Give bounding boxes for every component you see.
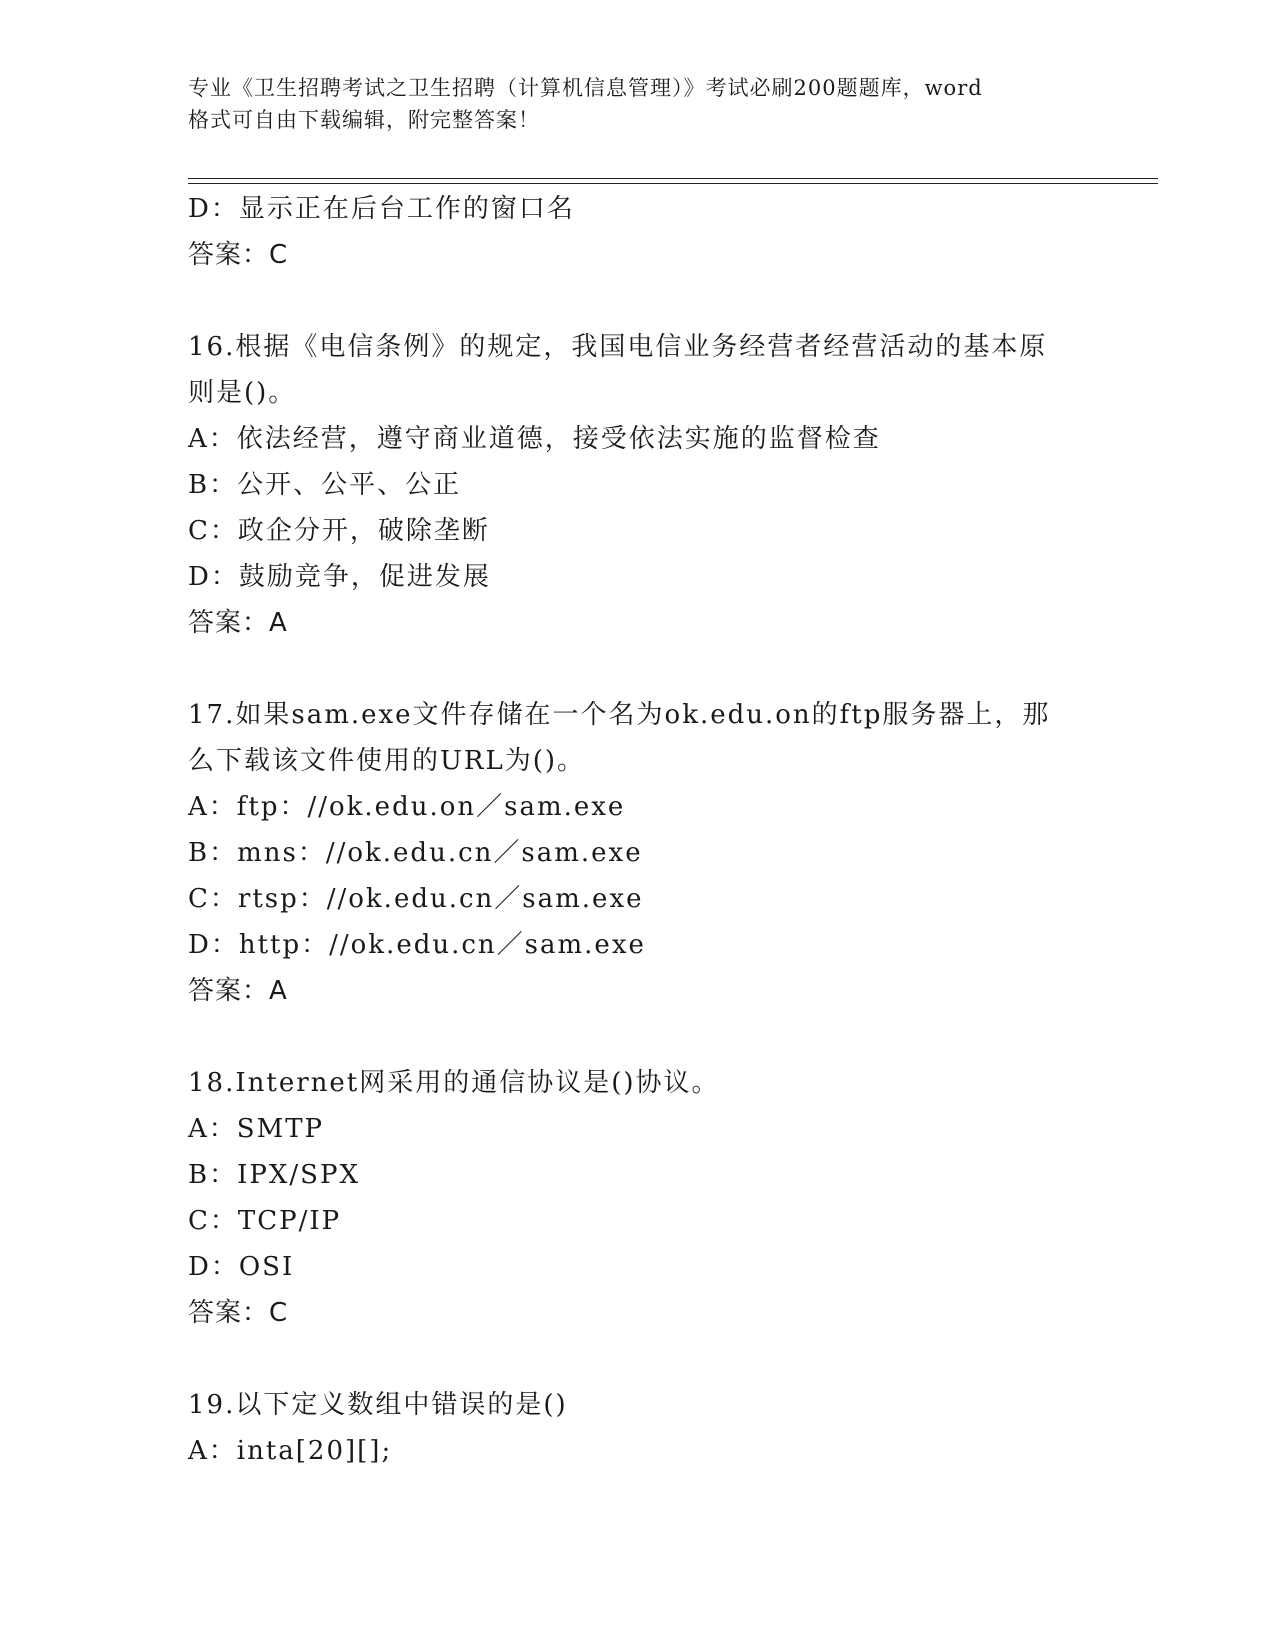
question-block-17	[188, 692, 1088, 1014]
spacer	[188, 1336, 1088, 1382]
option-b: B：公开、公平、公正	[188, 470, 462, 500]
answer-text: 答案：A	[188, 976, 288, 1006]
question-text-cont: 则是()。	[188, 378, 297, 408]
spacer	[188, 1014, 1088, 1060]
option-a: A：依法经营，遵守商业道德，接受依法实施的监督检查	[188, 424, 881, 454]
question-text: 18.Internet网采用的通信协议是()协议。	[188, 1068, 720, 1098]
option-d: D：OSI	[188, 1252, 295, 1282]
header-line-2: 格式可自由下载编辑，附完整答案！	[188, 108, 540, 132]
option-a: A：ftp：//ok.edu.on／sam.exe	[188, 792, 626, 822]
option-b: B：mns：//ok.edu.cn／sam.exe	[188, 838, 643, 868]
question-block-16	[188, 324, 1088, 646]
option-c: C：rtsp：//ok.edu.cn／sam.exe	[188, 884, 644, 914]
question-text: 19.以下定义数组中错误的是()	[188, 1390, 568, 1420]
question-list	[188, 186, 1088, 1474]
header-line-1: 专业《卫生招聘考试之卫生招聘（计算机信息管理）》考试必刷200题题库，word	[188, 76, 983, 100]
option-d: D：显示正在后台工作的窗口名	[188, 194, 575, 224]
option-d: D：http：//ok.edu.cn／sam.exe	[188, 930, 646, 960]
document-header	[188, 72, 1088, 136]
option-a: A：inta[20][];	[188, 1436, 393, 1466]
question-block-19	[188, 1382, 1088, 1474]
spacer	[188, 278, 1088, 324]
option-c: C：政企分开，破除垄断	[188, 516, 490, 546]
question-block-18	[188, 1060, 1088, 1336]
question-text-cont: 么下载该文件使用的URL为()。	[188, 746, 586, 776]
answer-text: 答案：A	[188, 608, 288, 638]
option-d: D：鼓励竞争，促进发展	[188, 562, 491, 592]
answer-text: 答案：C	[188, 240, 289, 270]
question-block-prev	[188, 186, 1088, 278]
question-text: 16.根据《电信条例》的规定，我国电信业务经营者经营活动的基本原	[188, 332, 1048, 362]
header-divider-bottom	[188, 183, 1158, 184]
option-c: C：TCP/IP	[188, 1206, 342, 1236]
question-text: 17.如果sam.exe文件存储在一个名为ok.edu.on的ftp服务器上，那	[188, 700, 1051, 730]
option-a: A：SMTP	[188, 1114, 325, 1144]
header-divider-top	[188, 178, 1158, 179]
answer-text: 答案：C	[188, 1298, 289, 1328]
spacer	[188, 646, 1088, 692]
option-b: B：IPX/SPX	[188, 1160, 360, 1190]
